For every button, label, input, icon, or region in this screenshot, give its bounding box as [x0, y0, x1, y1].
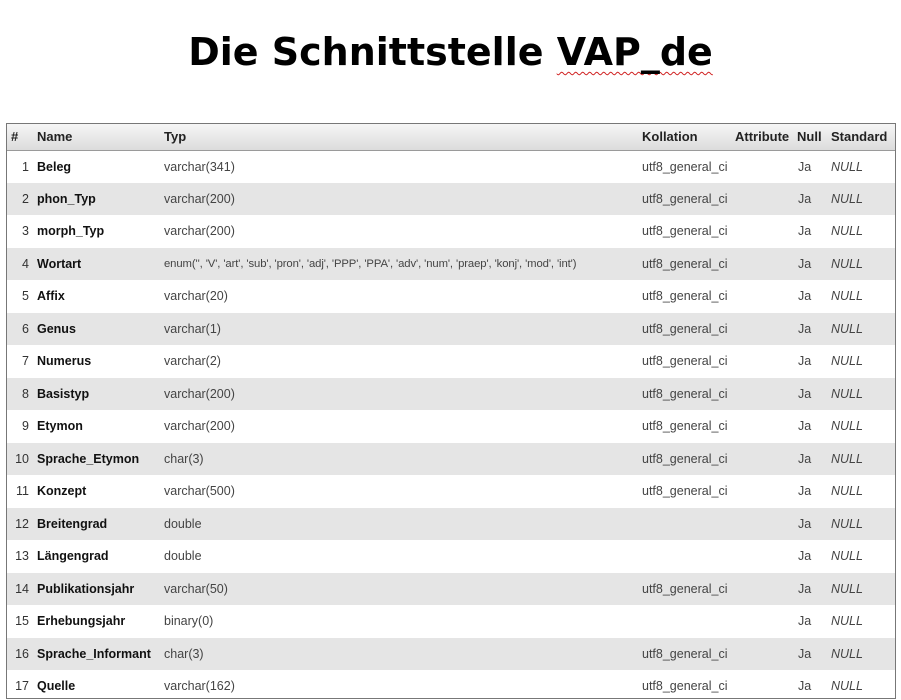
field-collation: utf8_general_ci [642, 159, 728, 174]
field-null: Ja [798, 159, 812, 174]
table-row[interactable] [7, 670, 895, 699]
field-type: char(3) [164, 451, 204, 466]
field-null: Ja [798, 191, 812, 206]
row-number: 4 [22, 256, 29, 271]
field-collation: utf8_general_ci [642, 191, 728, 206]
field-default: NULL [831, 451, 863, 466]
field-null: Ja [798, 451, 812, 466]
field-name: Quelle [37, 679, 76, 694]
field-type: enum('', 'V', 'art', 'sub', 'pron', 'adj', 'PPP', 'PPA', 'adv', 'num', 'praep', 'konj', 'mod', 'int') [164, 257, 577, 270]
row-number: 17 [15, 679, 29, 694]
slide-title-table-name: VAP_de [556, 30, 713, 74]
field-attributes [731, 573, 793, 606]
table-row[interactable] [7, 443, 895, 476]
row-number: 11 [16, 484, 29, 499]
field-null: Ja [798, 419, 812, 434]
field-name: phon_Typ [37, 191, 96, 206]
field-default: NULL [831, 224, 863, 239]
field-null: Ja [798, 354, 812, 369]
field-null: Ja [798, 581, 812, 596]
field-attributes [731, 215, 793, 248]
field-default: NULL [831, 159, 863, 174]
field-type: varchar(341) [164, 159, 235, 174]
field-name: Erhebungsjahr [37, 614, 126, 629]
field-collation: utf8_general_ci [642, 386, 728, 401]
field-type: binary(0) [164, 614, 214, 629]
table-row[interactable] [7, 638, 895, 671]
table-row[interactable] [7, 215, 895, 248]
field-null: Ja [798, 614, 812, 629]
field-type: varchar(200) [164, 419, 235, 434]
slide-title [0, 30, 901, 74]
table-row[interactable] [7, 150, 895, 183]
field-name: Publikationsjahr [37, 581, 135, 596]
table-row[interactable] [7, 378, 895, 411]
field-name: Konzept [37, 484, 87, 499]
field-type: varchar(162) [164, 679, 235, 694]
field-attributes [731, 248, 793, 281]
structure-table [7, 124, 895, 699]
field-null: Ja [798, 224, 812, 239]
column-header-num[interactable]: # [7, 124, 33, 150]
column-header-type[interactable]: Typ [160, 124, 638, 150]
table-row[interactable] [7, 605, 895, 638]
row-number: 12 [15, 516, 29, 531]
field-null: Ja [798, 289, 812, 304]
field-type: char(3) [164, 646, 204, 661]
field-default: NULL [831, 321, 863, 336]
row-number: 9 [22, 419, 29, 434]
field-name: Beleg [37, 159, 72, 174]
field-type: varchar(200) [164, 386, 235, 401]
field-collation: utf8_general_ci [642, 321, 728, 336]
field-attributes [731, 605, 793, 638]
field-attributes [731, 410, 793, 443]
field-default: NULL [831, 419, 863, 434]
field-attributes [731, 183, 793, 216]
table-body [7, 150, 895, 699]
field-default: NULL [831, 354, 863, 369]
field-collation: utf8_general_ci [642, 646, 728, 661]
field-name: Sprache_Informant [37, 646, 151, 661]
table-row[interactable] [7, 573, 895, 606]
row-number: 14 [15, 581, 29, 596]
field-attributes [731, 540, 793, 573]
field-null: Ja [798, 679, 812, 694]
row-number: 13 [15, 549, 29, 564]
field-collation [638, 540, 731, 573]
field-attributes [731, 378, 793, 411]
field-collation: utf8_general_ci [642, 484, 728, 499]
field-type: varchar(50) [164, 581, 228, 596]
field-null: Ja [798, 386, 812, 401]
field-type: varchar(200) [164, 191, 235, 206]
field-name: Basistyp [37, 386, 90, 401]
row-number: 16 [15, 646, 29, 661]
field-default: NULL [831, 191, 863, 206]
field-type: double [164, 549, 202, 564]
table-row[interactable] [7, 183, 895, 216]
field-null: Ja [798, 256, 812, 271]
field-attributes [731, 280, 793, 313]
field-default: NULL [831, 256, 863, 271]
field-type: varchar(1) [164, 321, 221, 336]
field-name: Numerus [37, 354, 92, 369]
row-number: 10 [15, 451, 29, 466]
field-collation: utf8_general_ci [642, 289, 728, 304]
field-default: NULL [831, 646, 863, 661]
table-row[interactable] [7, 248, 895, 281]
row-number: 7 [22, 354, 29, 369]
field-collation: utf8_general_ci [642, 256, 728, 271]
field-type: varchar(500) [164, 484, 235, 499]
table-row[interactable] [7, 280, 895, 313]
field-type: double [164, 516, 202, 531]
field-default: NULL [831, 386, 863, 401]
field-type: varchar(200) [164, 224, 235, 239]
structure-table-panel [6, 123, 896, 699]
row-number: 2 [22, 191, 29, 206]
field-name: Längengrad [37, 549, 109, 564]
table-row[interactable] [7, 345, 895, 378]
column-header-collation[interactable]: Kollation [638, 124, 731, 150]
field-null: Ja [798, 549, 812, 564]
field-attributes [731, 670, 793, 699]
column-header-name[interactable]: Name [33, 124, 160, 150]
field-collation: utf8_general_ci [642, 581, 728, 596]
table-header-row [7, 124, 895, 150]
field-default: NULL [831, 289, 863, 304]
field-collation: utf8_general_ci [642, 354, 728, 369]
row-number: 3 [22, 224, 29, 239]
slide-title-prefix: Die Schnittstelle [188, 30, 557, 74]
field-attributes [731, 345, 793, 378]
field-default: NULL [831, 614, 863, 629]
row-number: 8 [22, 386, 29, 401]
field-name: Etymon [37, 419, 83, 434]
column-header-default[interactable]: Standard [827, 124, 895, 150]
field-default: NULL [831, 484, 863, 499]
field-collation [638, 508, 731, 541]
field-name: Affix [37, 289, 65, 304]
field-name: Wortart [37, 256, 82, 271]
field-type: varchar(20) [164, 289, 228, 304]
field-attributes [731, 475, 793, 508]
table-row[interactable] [7, 410, 895, 443]
field-attributes [731, 443, 793, 476]
field-default: NULL [831, 581, 863, 596]
field-null: Ja [798, 484, 812, 499]
field-name: Breitengrad [37, 516, 108, 531]
field-collation: utf8_general_ci [642, 451, 728, 466]
field-type: varchar(2) [164, 354, 221, 369]
table-row[interactable] [7, 540, 895, 573]
field-name: Genus [37, 321, 76, 336]
field-attributes [731, 508, 793, 541]
column-header-null[interactable]: Null [793, 124, 827, 150]
table-row[interactable] [7, 508, 895, 541]
field-null: Ja [798, 321, 812, 336]
field-collation: utf8_general_ci [642, 419, 728, 434]
field-null: Ja [798, 646, 812, 661]
row-number: 6 [22, 321, 29, 336]
table-row[interactable] [7, 313, 895, 346]
field-name: Sprache_Etymon [37, 451, 140, 466]
field-collation: utf8_general_ci [642, 224, 728, 239]
table-row[interactable] [7, 475, 895, 508]
row-number: 15 [15, 614, 29, 629]
column-header-attributes[interactable]: Attribute [731, 124, 793, 150]
field-attributes [731, 313, 793, 346]
field-name: morph_Typ [37, 224, 105, 239]
field-default: NULL [831, 549, 863, 564]
field-default: NULL [831, 679, 863, 694]
row-number: 1 [22, 159, 29, 174]
field-attributes [731, 150, 793, 183]
field-default: NULL [831, 516, 863, 531]
field-null: Ja [798, 516, 812, 531]
row-number: 5 [22, 289, 29, 304]
field-collation: utf8_general_ci [642, 679, 728, 694]
field-collation [638, 605, 731, 638]
field-attributes [731, 638, 793, 671]
